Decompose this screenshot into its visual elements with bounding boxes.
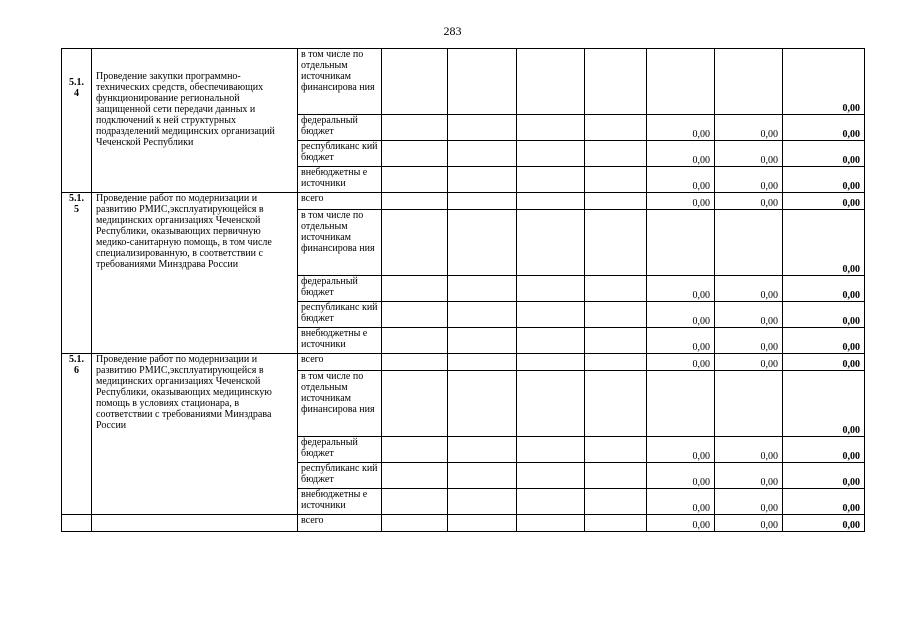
item-number: 5.1. 5 xyxy=(62,193,92,354)
funding-source: всего xyxy=(298,193,382,210)
value-cell: 0,00 xyxy=(715,515,783,532)
value-cell xyxy=(715,49,783,115)
value-cell xyxy=(448,371,517,437)
value-cell: 0,00 xyxy=(715,302,783,328)
value-cell: 0,00 xyxy=(783,167,865,193)
funding-source: всего xyxy=(298,515,382,532)
funding-source: республиканс кий бюджет xyxy=(298,463,382,489)
funding-source: в том числе по отдельным источникам финансирова ния xyxy=(298,210,382,276)
value-cell xyxy=(517,276,585,302)
value-cell xyxy=(382,515,448,532)
value-cell xyxy=(715,210,783,276)
value-cell xyxy=(517,371,585,437)
funding-source: всего xyxy=(298,354,382,371)
value-cell: 0,00 xyxy=(647,354,715,371)
funding-source: в том числе по отдельным источникам финансирова ния xyxy=(298,371,382,437)
value-cell: 0,00 xyxy=(783,515,865,532)
value-cell xyxy=(585,193,647,210)
financing-table xyxy=(61,48,865,532)
value-cell: 0,00 xyxy=(647,515,715,532)
value-cell xyxy=(585,49,647,115)
value-cell xyxy=(382,276,448,302)
value-cell xyxy=(382,302,448,328)
value-cell xyxy=(585,515,647,532)
value-cell xyxy=(382,141,448,167)
value-cell xyxy=(517,515,585,532)
table-row xyxy=(62,515,865,532)
value-cell: 0,00 xyxy=(647,276,715,302)
value-cell xyxy=(585,489,647,515)
value-cell xyxy=(585,302,647,328)
value-cell xyxy=(517,167,585,193)
funding-source: внебюджетны е источники xyxy=(298,167,382,193)
value-cell: 0,00 xyxy=(783,115,865,141)
value-cell xyxy=(517,354,585,371)
value-cell xyxy=(382,210,448,276)
value-cell xyxy=(448,463,517,489)
value-cell xyxy=(517,302,585,328)
value-cell: 0,00 xyxy=(783,463,865,489)
value-cell: 0,00 xyxy=(715,437,783,463)
value-cell xyxy=(585,210,647,276)
funding-source: федеральный бюджет xyxy=(298,115,382,141)
funding-source: внебюджетны е источники xyxy=(298,489,382,515)
value-cell xyxy=(585,463,647,489)
value-cell: 0,00 xyxy=(783,354,865,371)
value-cell: 0,00 xyxy=(647,115,715,141)
value-cell xyxy=(647,210,715,276)
item-number xyxy=(62,515,92,532)
value-cell: 0,00 xyxy=(783,276,865,302)
value-cell xyxy=(448,210,517,276)
value-cell xyxy=(382,167,448,193)
value-cell xyxy=(448,302,517,328)
value-cell xyxy=(448,141,517,167)
value-cell: 0,00 xyxy=(647,193,715,210)
value-cell xyxy=(585,141,647,167)
value-cell xyxy=(382,193,448,210)
value-cell xyxy=(448,354,517,371)
value-cell xyxy=(585,328,647,354)
value-cell: 0,00 xyxy=(647,141,715,167)
value-cell: 0,00 xyxy=(783,371,865,437)
value-cell xyxy=(382,463,448,489)
value-cell xyxy=(715,371,783,437)
value-cell xyxy=(517,437,585,463)
value-cell xyxy=(448,489,517,515)
value-cell xyxy=(647,49,715,115)
value-cell: 0,00 xyxy=(647,463,715,489)
value-cell: 0,00 xyxy=(715,328,783,354)
table-row xyxy=(62,49,865,115)
value-cell xyxy=(585,276,647,302)
value-cell xyxy=(585,371,647,437)
value-cell xyxy=(517,489,585,515)
value-cell xyxy=(448,276,517,302)
value-cell: 0,00 xyxy=(647,167,715,193)
funding-source: республиканс кий бюджет xyxy=(298,302,382,328)
value-cell xyxy=(448,167,517,193)
value-cell xyxy=(585,167,647,193)
value-cell xyxy=(448,437,517,463)
page-number: 283 xyxy=(443,24,462,38)
item-description: Проведение работ по модернизации и развитию РМИС,эксплуатирующейся в медицинских организациях Чеченской Республики, оказывающих медицинскую помощь в условиях стационара, в соответствии с требованиями Минздрава России xyxy=(92,354,298,515)
value-cell: 0,00 xyxy=(715,276,783,302)
value-cell: 0,00 xyxy=(647,437,715,463)
value-cell: 0,00 xyxy=(715,354,783,371)
value-cell xyxy=(647,371,715,437)
value-cell: 0,00 xyxy=(715,115,783,141)
value-cell xyxy=(517,210,585,276)
item-description xyxy=(92,515,298,532)
funding-source: в том числе по отдельным источникам финансирова ния xyxy=(298,49,382,115)
value-cell xyxy=(517,463,585,489)
item-description: Проведение закупки программно-технических средств, обеспечивающих функционирование региональной защищенной сети передачи данных и подключений к ней структурных подразделений медицинских организаций Чеченской Республики xyxy=(92,49,298,193)
value-cell: 0,00 xyxy=(715,463,783,489)
value-cell: 0,00 xyxy=(783,302,865,328)
value-cell: 0,00 xyxy=(715,167,783,193)
value-cell xyxy=(448,193,517,210)
value-cell: 0,00 xyxy=(783,141,865,167)
value-cell xyxy=(382,489,448,515)
value-cell xyxy=(382,371,448,437)
value-cell xyxy=(585,354,647,371)
value-cell: 0,00 xyxy=(647,328,715,354)
value-cell: 0,00 xyxy=(783,210,865,276)
item-number: 5.1. 6 xyxy=(62,354,92,515)
value-cell: 0,00 xyxy=(783,49,865,115)
funding-source: федеральный бюджет xyxy=(298,437,382,463)
value-cell xyxy=(585,115,647,141)
value-cell: 0,00 xyxy=(647,302,715,328)
value-cell xyxy=(585,437,647,463)
value-cell xyxy=(448,515,517,532)
value-cell xyxy=(382,49,448,115)
value-cell xyxy=(517,328,585,354)
value-cell xyxy=(517,193,585,210)
table-row xyxy=(62,354,865,371)
table-row xyxy=(62,193,865,210)
value-cell xyxy=(517,49,585,115)
value-cell: 0,00 xyxy=(715,193,783,210)
value-cell xyxy=(382,437,448,463)
funding-source: внебюджетны е источники xyxy=(298,328,382,354)
value-cell xyxy=(382,328,448,354)
value-cell: 0,00 xyxy=(783,437,865,463)
value-cell: 0,00 xyxy=(715,489,783,515)
item-description: Проведение работ по модернизации и развитию РМИС,эксплуатирующейся в медицинских организациях Чеченской Республики, оказывающих первичную медико-санитарную помощь, в том числе специализированную, в соответствии с требованиями Минздрава России xyxy=(92,193,298,354)
value-cell xyxy=(448,49,517,115)
value-cell: 0,00 xyxy=(783,489,865,515)
value-cell: 0,00 xyxy=(783,193,865,210)
value-cell: 0,00 xyxy=(715,141,783,167)
funding-source: федеральный бюджет xyxy=(298,276,382,302)
value-cell xyxy=(448,115,517,141)
value-cell xyxy=(382,115,448,141)
value-cell xyxy=(517,141,585,167)
value-cell: 0,00 xyxy=(783,328,865,354)
value-cell: 0,00 xyxy=(647,489,715,515)
value-cell xyxy=(517,115,585,141)
value-cell xyxy=(382,354,448,371)
value-cell xyxy=(448,328,517,354)
item-number: 5.1. 4 xyxy=(62,49,92,193)
funding-source: республиканс кий бюджет xyxy=(298,141,382,167)
